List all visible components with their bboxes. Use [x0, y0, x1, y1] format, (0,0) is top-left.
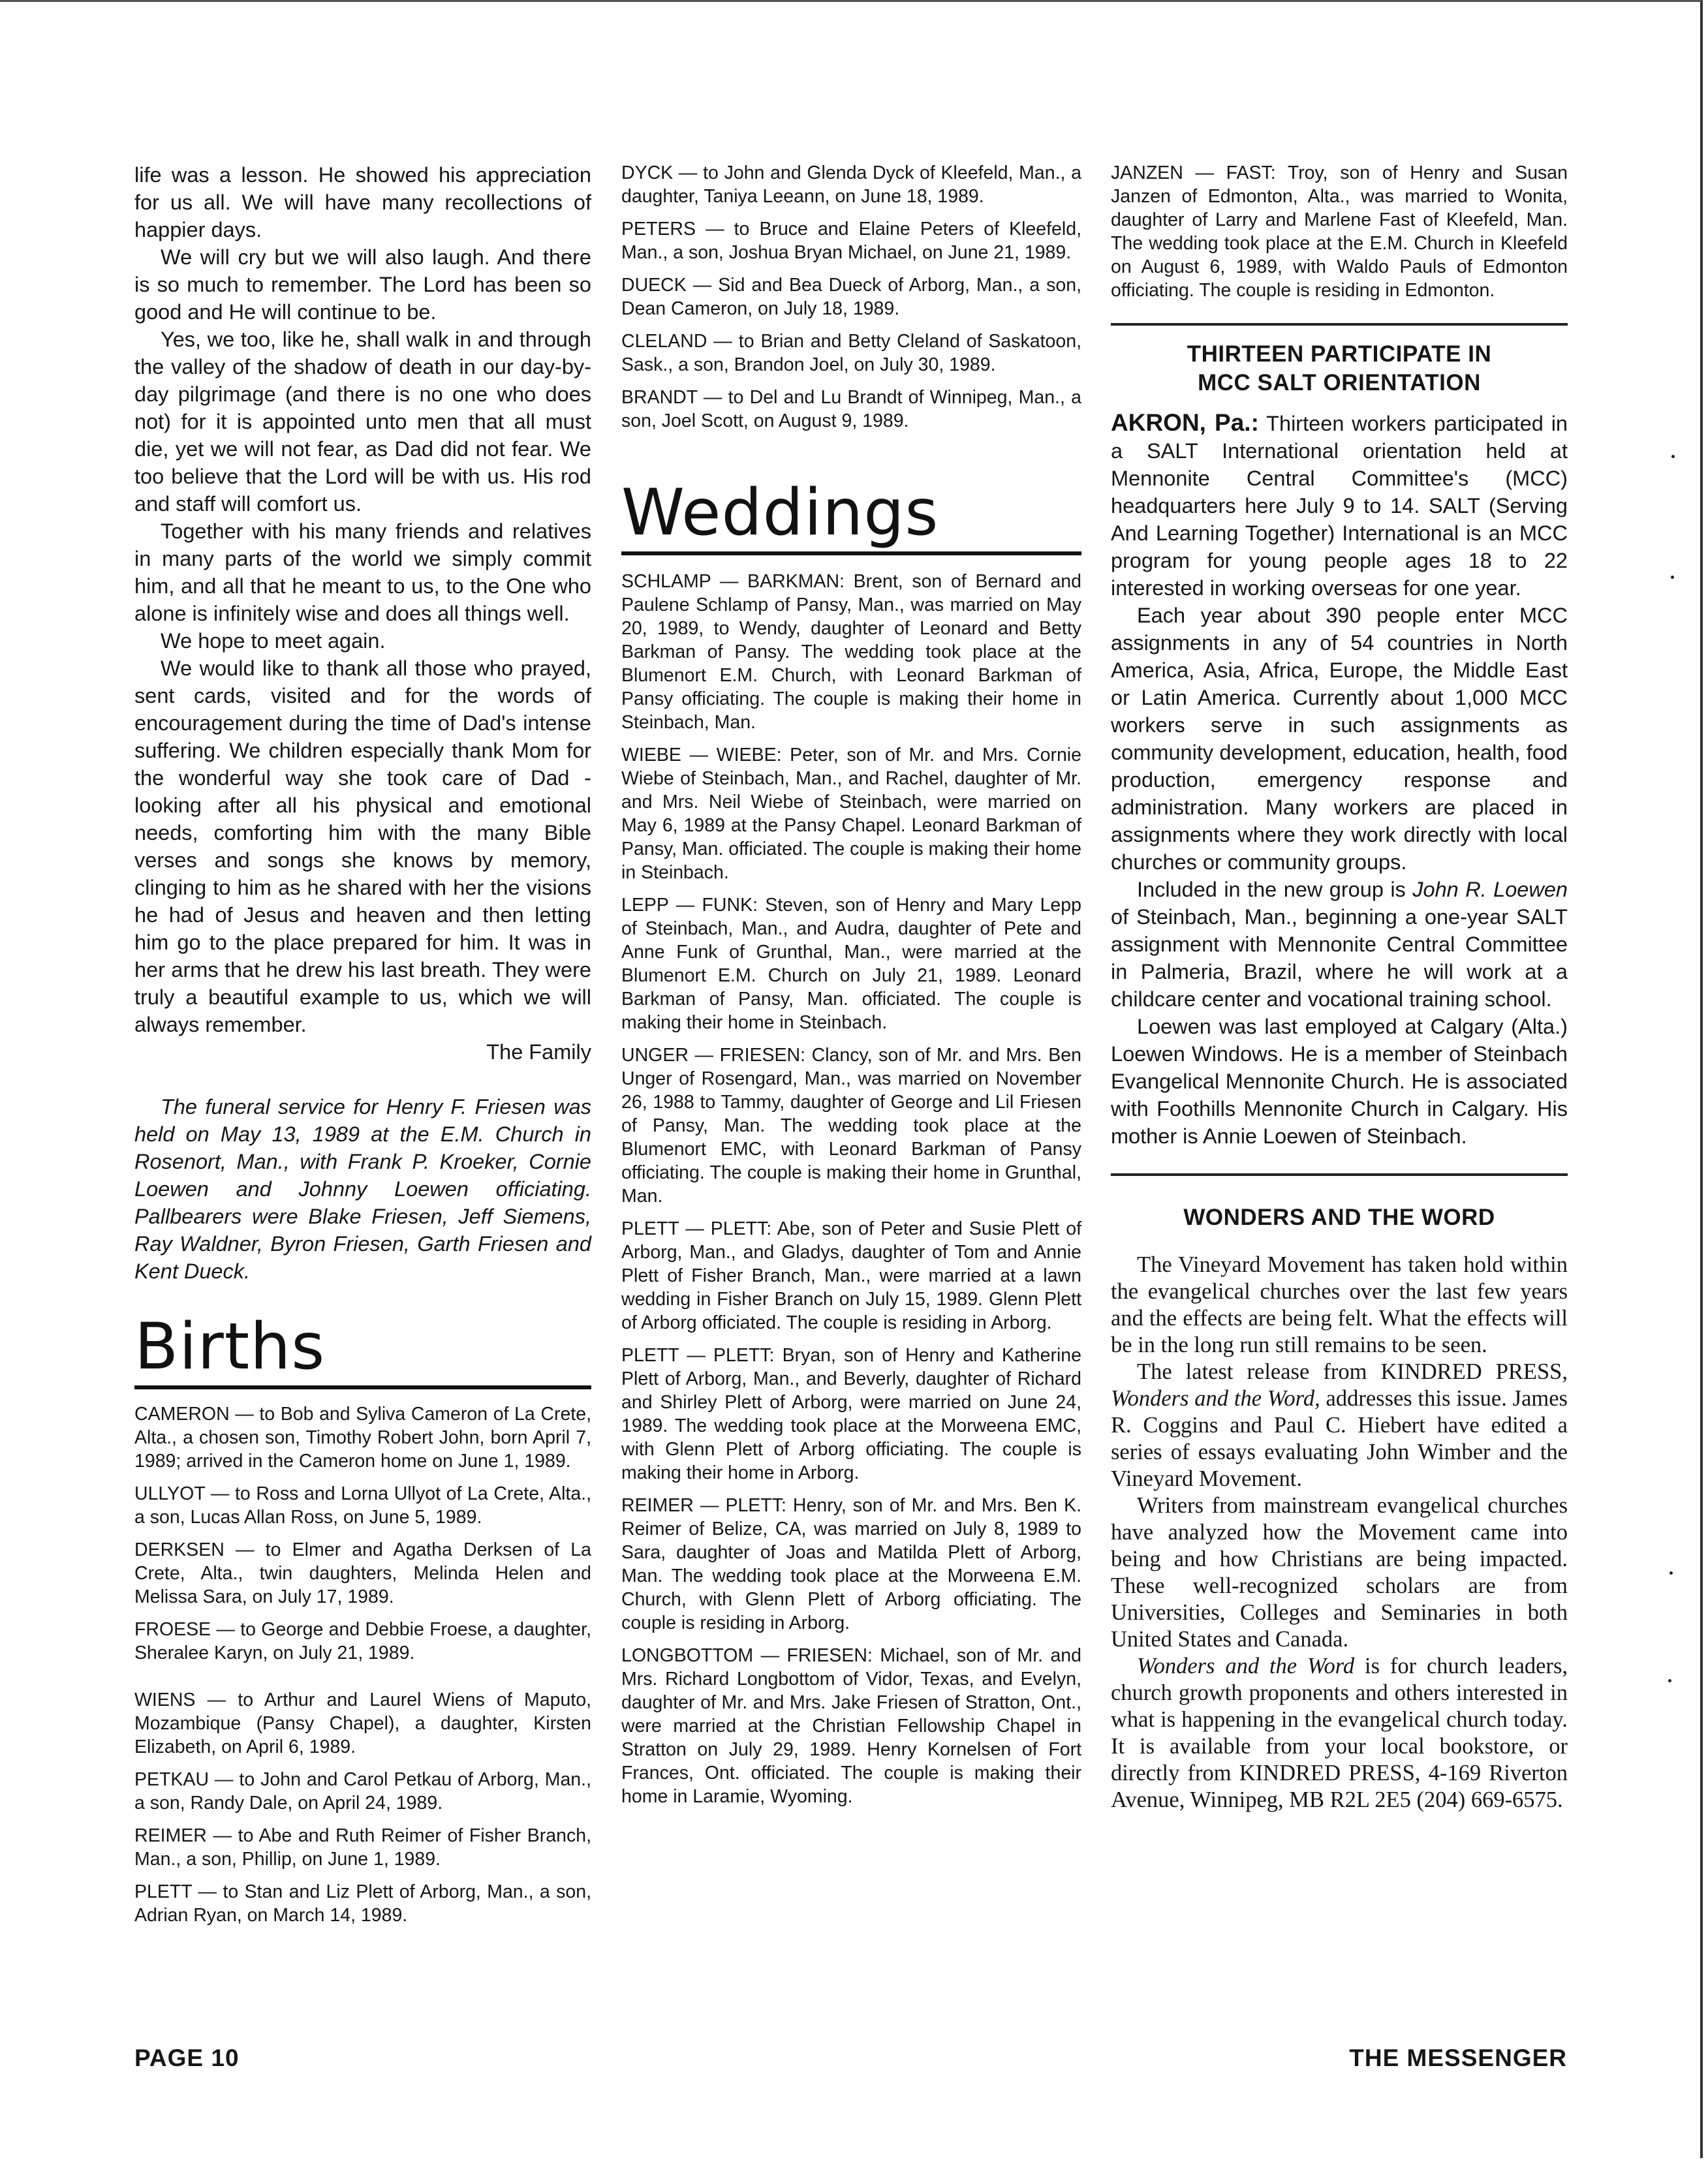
mcc-headline-line-2: MCC SALT ORIENTATION — [1198, 370, 1481, 395]
wonders-p2-pre: The latest release from KINDRED PRESS, — [1137, 1359, 1568, 1384]
wonders-body — [1111, 1252, 1568, 1814]
wonders-paragraph: Writers from mainstream evangelical churches have analyzed how the Movement came into being and how Christians are being impacted. These well-recognized scholars are from Universities, Colleges and Seminaries in both United States and Canada. — [1111, 1493, 1568, 1652]
scan-speck — [1671, 576, 1674, 579]
obituary-paragraph: We hope to meet again. — [161, 629, 386, 653]
obituary-paragraph: life was a lesson. He showed his appreciation for us all. We will have many recollections of happier days. — [134, 163, 591, 241]
birth-announcement: ULLYOT — to Ross and Lorna Ullyot of La Crete, Alta., a son, Lucas Allan Ross, on June 5, 1989. — [134, 1483, 591, 1528]
mcc-lead-text: Thirteen workers participated in a SALT International orientation held at Mennonite Central Committee's (MCC) headquarters here July 9 to 14. SALT (Serving And Learning Together) International is an MCC program for young people ages 18 to 22 interested in working overseas for one year. — [1111, 412, 1568, 600]
wedding-announcement: SCHLAMP — BARKMAN: Brent, son of Bernard and Paulene Schlamp of Pansy, Man., was married on May 20, 1989, to Wendy, daughter of Leonard and Betty Barkman of Pansy. The wedding took place at the Blumenort E.M. Church, with Leonard Barkman of Pansy officiating. The couple is making their home in Steinbach, Man. — [621, 571, 1081, 733]
column-2 — [621, 161, 1081, 1817]
column-1 — [134, 161, 591, 1936]
wonders-paragraph — [1111, 1359, 1568, 1492]
wonders-p2-post: addresses this issue. James R. Coggins and Paul C. Hiebert have edited a series of essays evaluating John Wimber and the Vineyard Movement. — [1111, 1386, 1568, 1491]
wedding-announcement: PLETT — PLETT: Abe, son of Peter and Susie Plett of Arborg, Man., and Gladys, daughter of Tom and Annie Plett of Fisher Branch, Man., were married at a lawn wedding in Fisher Branch on July 15, 1989. Glenn Plett of Arborg officiated. The couple is residing in Arborg. — [621, 1218, 1081, 1333]
births-continued — [621, 161, 1081, 433]
mcc-p3-post: of Steinbach, Man., beginning a one-year SALT assignment with Mennonite Central Committee in Palmeria, Brazil, where he will work at a childcare center and vocational training school. — [1111, 905, 1568, 1011]
wedding-announcement: JANZEN — FAST: Troy, son of Henry and Susan Janzen of Edmonton, Alta., was married to Wonita, daughter of Larry and Marlene Fast of Kleefeld, Man. The wedding took place at the E.M. Church in Kleefeld on August 6, 1989, with Waldo Pauls of Edmonton officiating. The couple is residing in Edmonton. — [1111, 162, 1568, 301]
mcc-body — [1111, 409, 1568, 1150]
mcc-person-name: John R. Loewen — [1412, 878, 1568, 901]
birth-announcement: DUECK — Sid and Bea Dueck of Arborg, Man., a son, Dean Cameron, on July 18, 1989. — [621, 275, 1081, 319]
wonders-p4-post: is for church leaders, church growth proponents and others interested in what is happening in the evangelical church today. It is available from your local bookstore, or directly from KINDRED PRESS, 4-169 Riverton Avenue, Winnipeg, MB R2L 2E5 (204) 669-6575. — [1111, 1654, 1568, 1812]
wonders-article — [1111, 1173, 1568, 1814]
mcc-paragraph: Loewen was last employed at Calgary (Alta.) Loewen Windows. He is a member of Steinbach Evangelical Mennonite Church. He is associated with Foothills Mennonite Church in Calgary. His mother is Annie Loewen of Steinbach. — [1111, 1015, 1568, 1148]
birth-announcement: PETKAU — to John and Carol Petkau of Arborg, Man., a son, Randy Dale, on April 24, 1989. — [134, 1769, 591, 1814]
birth-announcement: PETERS — to Bruce and Elaine Peters of Kleefeld, Man., a son, Joshua Bryan Michael, on June 21, 1989. — [621, 219, 1081, 263]
page-number: PAGE 10 — [134, 2045, 240, 2071]
wonders-book-title: Wonders and the Word — [1137, 1654, 1355, 1678]
weddings-heading: Weddings — [621, 476, 939, 550]
mcc-lead-paragraph — [1111, 409, 1568, 602]
mcc-article — [1111, 323, 1568, 1150]
wedding-announcement: REIMER — PLETT: Henry, son of Mr. and Mrs. Ben K. Reimer of Belize, CA, was married on July 8, 1989 to Sara, daughter of Joas and Matilda Plett of Arborg, Man. The wedding took place at the Morweena E.M. Church, with Glenn Plett of Arborg officiating. The couple is residing in Arborg. — [621, 1495, 1081, 1633]
obituary-paragraph: We will cry but we will also laugh. And there is so much to remember. The Lord has been so good and He will continue to be. — [134, 245, 591, 324]
mcc-p3-pre: Included in the new group is — [1137, 878, 1413, 901]
wonders-paragraph — [1111, 1653, 1568, 1814]
scan-speck — [1671, 455, 1675, 458]
wedding-announcement: LONGBOTTOM — FRIESEN: Michael, son of Mr. and Mrs. Richard Longbottom of Vidor, Texas, and Evelyn, daughter of Mr. and Mrs. Jake Friesen of Stratton, Ont., were married at the Christian Fellowship Chapel in Stratton on July 29, 1989. Henry Kornelsen of Fort Frances, Ont. officiated. The couple is making their home in Laramie, Wyoming. — [621, 1645, 1081, 1807]
obituary-text — [134, 161, 591, 1066]
obituary-paragraph: Yes, we too, like he, shall walk in and through the valley of the shadow of death in our day-by-day pilgrimage (and there is no one who does not) for it is appointed unto men that all must die, yet we will not fear, as Dad did not fear. We too believe that the Lord will be with us. His rod and staff will comfort us. — [134, 328, 591, 516]
birth-announcement: WIENS — to Arthur and Laurel Wiens of Maputo, Mozambique (Pansy Chapel), a daughter, Kirsten Elizabeth, on April 6, 1989. — [134, 1690, 591, 1757]
birth-announcement: CAMERON — to Bob and Syliva Cameron of La Crete, Alta., a chosen son, Timothy Robert John, born April 7, 1989; arrived in the Cameron home on June 1, 1989. — [134, 1404, 591, 1472]
scan-speck — [1669, 1571, 1673, 1575]
birth-announcement: BRANDT — to Del and Lu Brandt of Winnipeg, Man., a son, Joel Scott, on August 9, 1989. — [621, 387, 1081, 431]
births-list — [134, 1402, 591, 1927]
obituary-paragraph: Together with his many friends and relatives in many parts of the world we simply commit him, and all that he meant to us, to the One who alone is infinitely wise and does all things well. — [134, 519, 591, 625]
weddings-list — [621, 570, 1081, 1808]
wedding-announcement: PLETT — PLETT: Bryan, son of Henry and Katherine Plett of Arborg, Man., and Beverly, daughter of Richard and Shirley Plett of Arborg, were married on June 24, 1989. The wedding took place at the Morweena EMC, with Glenn Plett of Arborg officiating. The couple is making their home in Arborg. — [621, 1345, 1081, 1483]
wonders-book-title: Wonders and the Word, — [1111, 1386, 1320, 1411]
mcc-headline-line-1: THIRTEEN PARTICIPATE IN — [1187, 341, 1492, 367]
funeral-note: The funeral service for Henry F. Friesen was held on May 13, 1989 at the E.M. Church in Rosenort, Man., with Frank P. Kroeker, Cornie Loewen and Johnny Loewen officiating. Pallbearers were Blake Friesen, Jeff Siemens, Ray Waldner, Byron Friesen, Garth Friesen and Kent Dueck. — [134, 1095, 591, 1283]
births-heading-rule — [134, 1385, 591, 1389]
birth-announcement: DYCK — to John and Glenda Dyck of Kleefeld, Man., a daughter, Taniya Leeann, on June 18, 1989. — [621, 162, 1081, 207]
wedding-announcement: WIEBE — WIEBE: Peter, son of Mr. and Mrs. Cornie Wiebe of Steinbach, Man., and Rachel, daughter of Mr. and Mrs. Neil Wiebe of Steinbach, were married on May 6, 1989 at the Pansy Chapel. Leonard Barkman of Pansy, Man. officiated. The couple is making their home in Steinbach. — [621, 745, 1081, 883]
birth-announcement: PLETT — to Stan and Liz Plett of Arborg, Man., a son, Adrian Ryan, on March 14, 1989. — [134, 1881, 591, 1926]
mcc-paragraph: Each year about 390 people enter MCC assignments in any of 54 countries in North America, Asia, Africa, Europe, the Middle East or Latin America. Currently about 1,000 MCC workers serve in such assignments as community development, education, health, food production, emergency response and administration. Many workers are placed in assignments where they work directly with local churches or community groups. — [1111, 604, 1568, 874]
births-section — [134, 1311, 591, 1927]
obituary-paragraph: We would like to thank all those who prayed, sent cards, visited and for the words of encouragement during the time of Dad's intense suffering. We children especially thank Mom for the wonderful way she took care of Dad - looking after all his physical and emotional needs, comforting him with the many Bible verses and songs she knows by memory, clinging to him as he shared with her the visions he had of Jesus and heaven and then letting him go to the place prepared for him. It was in her arms that he drew his last breath. They were truly a beautiful example to us, which we will always remember. — [134, 656, 591, 1036]
weddings-heading-rule — [621, 551, 1081, 555]
wonders-headline: WONDERS AND THE WORD — [1183, 1205, 1495, 1230]
weddings-section — [621, 477, 1081, 1808]
mcc-paragraph — [1111, 876, 1568, 1013]
birth-announcement: FROESE — to George and Debbie Froese, a daughter, Sheralee Karyn, on July 21, 1989. — [134, 1619, 591, 1663]
column-3 — [1111, 161, 1568, 1814]
wedding-announcement: LEPP — FUNK: Steven, son of Henry and Mary Lepp of Steinbach, Man., and Audra, daughter of Pete and Anne Funk of Grunthal, Man., were married at the Blumenort E.M. Church on July 21, 1989. Leonard Barkman of Pansy, Man. officiated. The couple is making their home in Steinbach. — [621, 895, 1081, 1033]
birth-announcement: REIMER — to Abe and Ruth Reimer of Fisher Branch, Man., a son, Phillip, on June 1, 1989. — [134, 1825, 591, 1870]
scan-speck — [1668, 1679, 1671, 1682]
birth-announcement: DERKSEN — to Elmer and Agatha Derksen of La Crete, Alta., twin daughters, Melinda Helen and Melissa Sara, on July 17, 1989. — [134, 1539, 591, 1607]
births-heading: Births — [134, 1310, 326, 1384]
mcc-dateline: AKRON, Pa.: — [1111, 409, 1259, 436]
wonders-paragraph: The Vineyard Movement has taken hold within the evangelical churches over the last few years and the effects are being felt. What the effects will be in the long run still remains to be seen. — [1111, 1252, 1568, 1357]
publication-name: THE MESSENGER — [1349, 2045, 1567, 2071]
wedding-announcement: UNGER — FRIESEN: Clancy, son of Mr. and Mrs. Ben Unger of Rosengard, Man., was married on November 26, 1988 to Tammy, daughter of George and Lil Friesen of Pansy, Man. The wedding took place at the Blumenort EMC, with Leonard Barkman of Pansy officiating. The couple is making their home in Grunthal, Man. — [621, 1045, 1081, 1207]
obituary-signature: The Family — [486, 1040, 591, 1064]
birth-announcement: CLELAND — to Brian and Betty Cleland of Saskatoon, Sask., a son, Brandon Joel, on July 30, 1989. — [621, 331, 1081, 375]
